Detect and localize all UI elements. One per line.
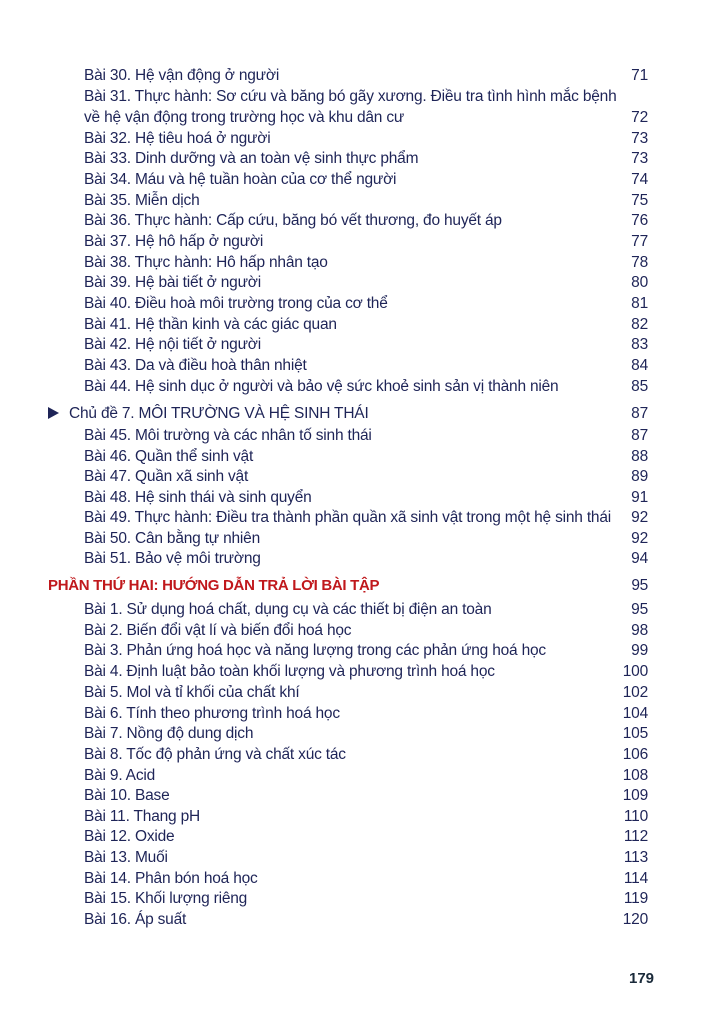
entry-title: Bài 48. Hệ sinh thái và sinh quyển [84,489,312,506]
toc-entry [84,211,648,231]
entry-title: Bài 8. Tốc độ phản ứng và chất xúc tác [84,746,346,763]
toc-entry [84,273,648,293]
toc-entry [84,621,648,641]
topic-page: 87 [631,405,648,422]
entry-page: 78 [631,254,648,271]
entry-page: 85 [631,378,648,395]
entry-title: Bài 37. Hệ hô hấp ở người [84,233,264,250]
entry-title: Bài 45. Môi trường và các nhân tố sinh thái [84,427,372,444]
entry-title: Bài 3. Phản ứng hoá học và năng lượng trong các phản ứng hoá học [84,642,546,659]
entry-title: Bài 15. Khối lượng riêng [84,890,248,907]
entry-title: Bài 5. Mol và tỉ khối của chất khí [84,684,300,701]
entry-page: 100 [622,663,648,680]
toc-entry [84,508,648,528]
part-page: 95 [631,577,648,594]
entry-page: 75 [631,192,648,209]
entry-page: 109 [622,787,648,804]
entry-title: Bài 32. Hệ tiêu hoá ở người [84,130,271,147]
entry-page: 71 [631,67,648,84]
toc-entry [84,549,648,569]
toc-entry [84,447,648,467]
toc-entry [84,335,648,355]
entry-page: 94 [631,550,648,567]
toc-entry [84,807,648,827]
entry-page: 88 [631,448,648,465]
toc-entry [84,724,648,744]
entry-title: Bài 10. Base [84,787,170,804]
entry-title: Bài 39. Hệ bài tiết ở người [84,274,261,291]
entry-title: Bài 9. Acid [84,767,156,784]
toc-entry [84,129,648,149]
topic-title: Chủ đề 7. MÔI TRƯỜNG VÀ HỆ SINH THÁI [69,405,369,422]
entry-title: Bài 13. Muối [84,849,168,866]
entry-title: Bài 49. Thực hành: Điều tra thành phần quần xã sinh vật trong một hệ sinh thái [84,509,612,526]
entry-page: 113 [623,849,648,866]
toc-entry [84,294,648,314]
entry-page: 104 [622,705,648,722]
entry-page: 81 [631,295,648,312]
toc-entry [84,108,648,128]
toc-entry [84,848,648,868]
entry-page: 106 [622,746,648,763]
entry-page: 95 [631,601,648,618]
entry-page: 87 [631,427,648,444]
entry-page: 92 [631,509,648,526]
toc-entry [84,66,648,86]
entry-page: 73 [631,150,648,167]
entry-title: Bài 38. Thực hành: Hô hấp nhân tạo [84,254,328,271]
part-title: PHẦN THỨ HAI: HƯỚNG DẪN TRẢ LỜI BÀI TẬP [48,577,380,594]
toc-entry [84,889,648,909]
entry-page: 84 [631,357,648,374]
entry-page: 83 [631,336,648,353]
entry-page: 91 [631,489,648,506]
entry-page: 98 [631,622,648,639]
toc-entry [84,745,648,765]
entry-page: 77 [631,233,648,250]
page-number: 179 [629,970,655,987]
entry-title: Bài 34. Máu và hệ tuần hoàn của cơ thể người [84,171,397,188]
entry-title: Bài 4. Định luật bảo toàn khối lượng và phương trình hoá học [84,663,495,680]
toc-entry [84,786,648,806]
toc-entry [84,253,648,273]
entry-title: Bài 30. Hệ vận động ở người [84,67,280,84]
entry-title: Bài 12. Oxide [84,828,175,845]
entry-title: Bài 16. Áp suất [84,911,187,928]
entry-title: về hệ vận động trong trường học và khu dân cư [84,109,405,126]
entry-title: Bài 2. Biến đổi vật lí và biến đổi hoá học [84,622,352,639]
toc-entry [84,488,648,508]
entry-page: 76 [631,212,648,229]
entry-page: 105 [622,725,648,742]
toc-entry [84,683,648,703]
entry-title: Bài 40. Điều hoà môi trường trong của cơ thể [84,295,388,312]
toc-entry [84,315,648,335]
entry-title: Bài 14. Phân bón hoá học [84,870,258,887]
toc-entry [84,704,648,724]
entry-page: 119 [623,890,648,907]
toc-entry [84,377,648,397]
topic-heading [48,404,648,424]
toc-entry [84,827,648,847]
part-heading [48,576,648,596]
entry-page: 102 [622,684,648,701]
entry-title: Bài 51. Bảo vệ môi trường [84,550,261,567]
entry-title: Bài 36. Thực hành: Cấp cứu, băng bó vết thương, đo huyết áp [84,212,502,229]
entry-title: Bài 33. Dinh dưỡng và an toàn vệ sinh thực phẩm [84,150,419,167]
toc-entry [84,356,648,376]
entry-page: 89 [631,468,648,485]
entry-title: Bài 41. Hệ thần kinh và các giác quan [84,316,337,333]
entry-page: 74 [631,171,648,188]
entry-page: 110 [623,808,648,825]
toc-entry [84,910,648,930]
entry-page: 80 [631,274,648,291]
toc-entry [84,662,648,682]
triangle-bullet-icon [48,407,59,419]
entry-page: 112 [623,828,648,845]
toc-entry [84,232,648,252]
entry-title: Bài 6. Tính theo phương trình hoá học [84,705,340,722]
toc-entry [84,600,648,620]
toc-entry [84,869,648,889]
toc-entry [84,170,648,190]
toc-entry [84,149,648,169]
entry-page: 82 [631,316,648,333]
entry-title: Bài 43. Da và điều hoà thân nhiệt [84,357,307,374]
entry-page: 73 [631,130,648,147]
entry-title: Bài 11. Thang pH [84,808,201,825]
entry-page: 92 [631,530,648,547]
entry-title: Bài 7. Nồng độ dung dịch [84,725,254,742]
entry-title: Bài 31. Thực hành: Sơ cứu và băng bó gãy xương. Điều tra tình hình mắc bệnh [84,88,617,105]
toc-entry [84,641,648,661]
toc-entry [84,426,648,446]
entry-page: 108 [622,767,648,784]
entry-title: Bài 46. Quần thể sinh vật [84,448,254,465]
entry-page: 120 [622,911,648,928]
entry-page: 114 [623,870,648,887]
entry-title: Bài 47. Quần xã sinh vật [84,468,249,485]
entry-title: Bài 35. Miễn dịch [84,192,200,209]
entry-title: Bài 1. Sử dụng hoá chất, dụng cụ và các thiết bị điện an toàn [84,601,492,618]
toc-entry [84,87,648,107]
toc-entry [84,529,648,549]
entry-page: 99 [631,642,648,659]
toc-entry [84,467,648,487]
toc-entry [84,191,648,211]
toc-entry [84,766,648,786]
entry-page: 72 [631,109,648,126]
entry-title: Bài 44. Hệ sinh dục ở người và bảo vệ sức khoẻ sinh sản vị thành niên [84,378,559,395]
entry-title: Bài 50. Cân bằng tự nhiên [84,530,261,547]
entry-title: Bài 42. Hệ nội tiết ở người [84,336,261,353]
